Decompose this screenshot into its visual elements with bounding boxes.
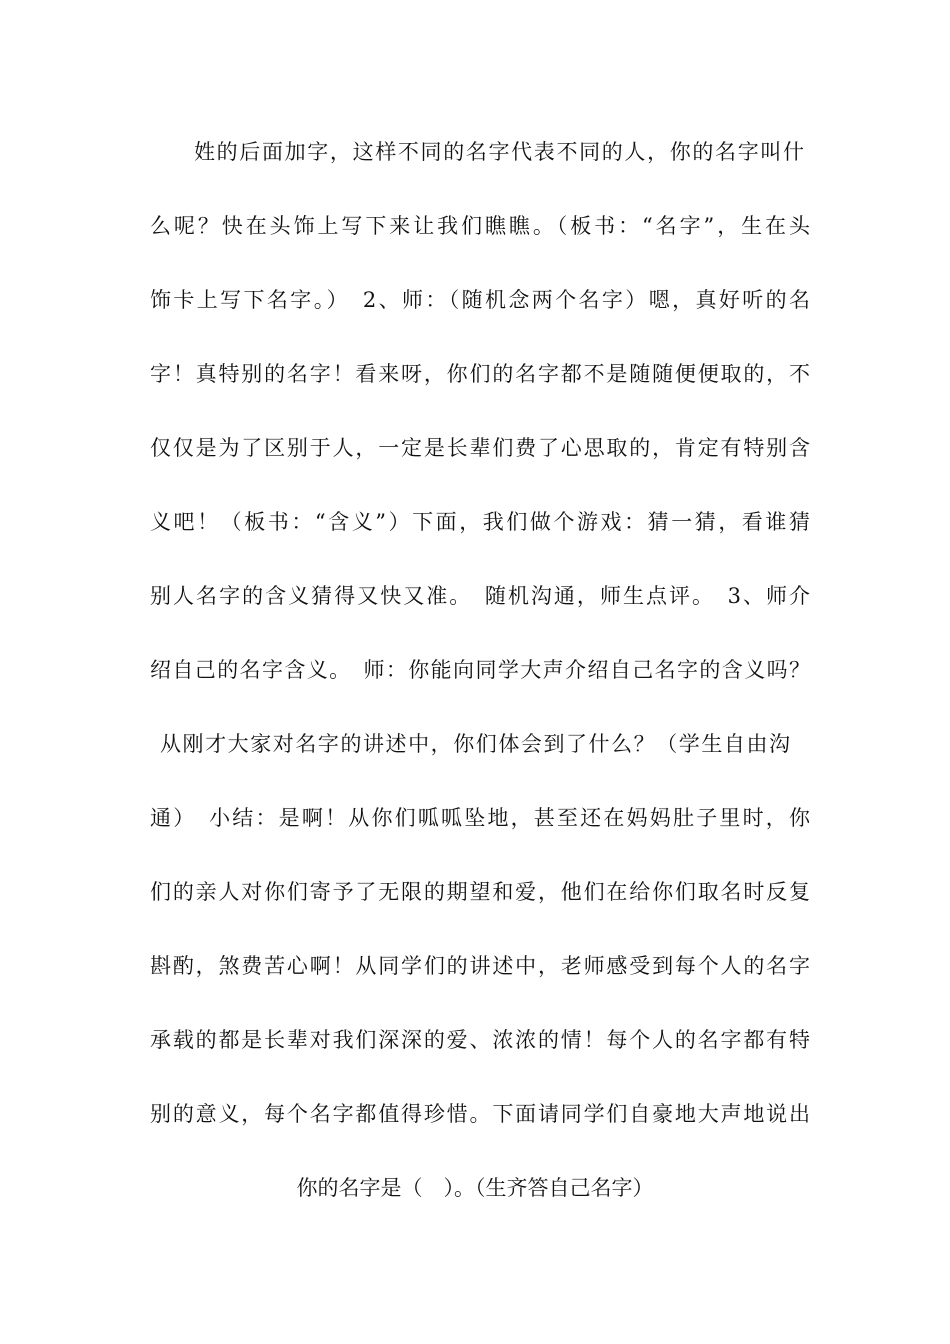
paragraph-line-2: 么呢？快在头饰上写下来让我们瞧瞧。（板书：“名字”，生在头: [150, 214, 810, 238]
paragraph-line-14: 别的意义，每个名字都值得珍惜。下面请同学们自豪地大声地说出: [150, 1102, 810, 1126]
paragraph-line-4: 字！真特别的名字！看来呀，你们的名字都不是随随便便取的，不: [150, 362, 810, 386]
paragraph-line-12: 斟酌，煞费苦心啊！从同学们的讲述中，老师感受到每个人的名字: [150, 954, 810, 978]
paragraph-line-6: 义吧！（板书：“含义”）下面，我们做个游戏：猜一猜，看谁猜: [150, 510, 810, 534]
paragraph-line-3: 饰卡上写下名字。） 2、师：（随机念两个名字）嗯，真好听的名: [150, 288, 810, 312]
paragraph-line-1: 姓的后面加字，这样不同的名字代表不同的人，你的名字叫什: [194, 140, 804, 164]
paragraph-line-7: 别人名字的含义猜得又快又准。 随机沟通，师生点评。 3、师介: [150, 584, 810, 608]
paragraph-line-5: 仅仅是为了区别于人，一定是长辈们费了心思取的，肯定有特别含: [150, 436, 810, 460]
paragraph-line-15: 你的名字是（ ）。（生齐答自己名字）: [296, 1176, 654, 1200]
paragraph-line-13: 承载的都是长辈对我们深深的爱、浓浓的情！每个人的名字都有特: [150, 1028, 810, 1052]
paragraph-line-11: 们的亲人对你们寄予了无限的期望和爱，他们在给你们取名时反复: [150, 880, 810, 904]
paragraph-line-8: 绍自己的名字含义。 师：你能向同学大声介绍自己名字的含义吗？: [150, 658, 810, 682]
paragraph-line-9: 从刚才大家对名字的讲述中，你们体会到了什么？（学生自由沟: [160, 732, 790, 756]
paragraph-line-10: 通） 小结：是啊！从你们呱呱坠地，甚至还在妈妈肚子里时，你: [150, 806, 810, 830]
